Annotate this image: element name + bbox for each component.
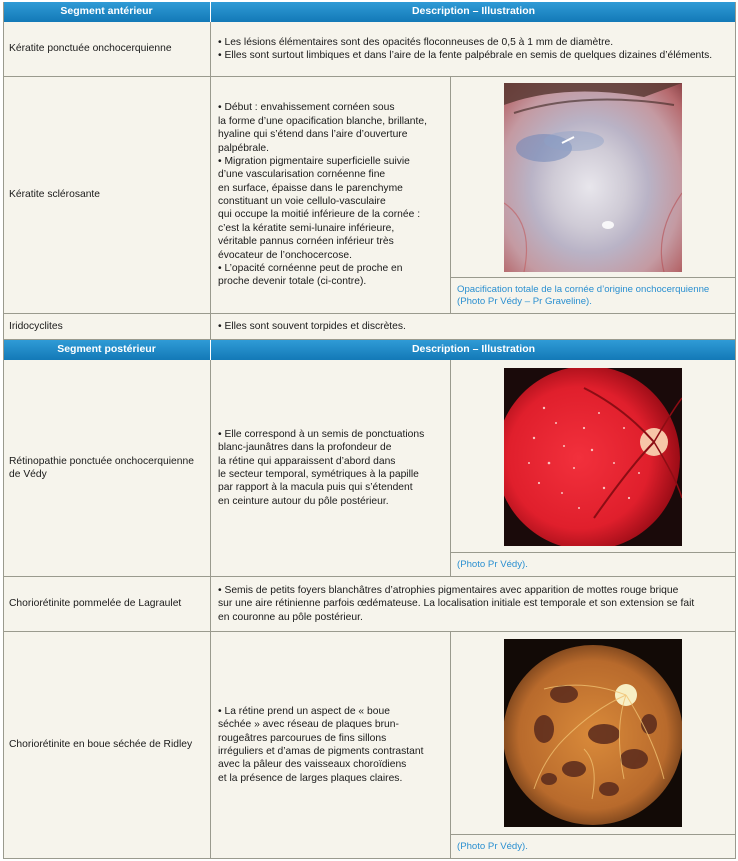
header-description-illustration: Description – Illustration bbox=[411, 5, 536, 18]
table-row bbox=[3, 632, 736, 859]
cornea-photo bbox=[504, 83, 682, 272]
table-right-border bbox=[735, 2, 736, 859]
table-header-anterior bbox=[3, 2, 736, 22]
table-row bbox=[3, 22, 736, 77]
row-description: • Début : envahissement cornéen sous la forme d’une opacification blanche, brillante, hyaline qui s’étend dans l’aire d’ouverture palpébrale. • Migration pigmentaire superficielle suivie d’une vascularisation cornéenne fine en surface, épaisse dans le parenchyme constituant un voie cellulo-vasculaire qui occupe la moitié inférieure de la cornée : c’est la kératite semi-lunaire inférieure, véritable pannus cornéen inférieur très évocateur de l’onchocercose. • L’opacité cornéenne peut de proche en proche devenir totale (ci-contre). bbox=[211, 77, 451, 313]
row-label: Kératite sclérosante bbox=[3, 77, 211, 313]
table-header-posterior bbox=[3, 340, 736, 360]
row-label: Choriorétinite en boue séchée de Ridley bbox=[3, 632, 211, 858]
table-row bbox=[3, 360, 736, 577]
image-caption: Opacification totale de la cornée d’origine onchocerquienne (Photo Pr Védy – Pr Graveline). bbox=[451, 277, 736, 313]
row-description: • Elles sont souvent torpides et discrètes. bbox=[218, 320, 406, 332]
table-row bbox=[3, 314, 736, 340]
row-illustration bbox=[451, 77, 736, 313]
image-caption: (Photo Pr Védy). bbox=[451, 552, 736, 576]
header-description-illustration: Description – Illustration bbox=[411, 343, 536, 356]
row-illustration bbox=[451, 360, 736, 576]
row-description: • La rétine prend un aspect de « boue séchée » avec réseau de plaques brun- rougeâtres parcourues de fins sillons irréguliers et d’amas de pigments contrastant avec la pâleur des vaisseaux choroïdiens et la présence de larges plaques claires. bbox=[211, 632, 451, 858]
row-description: • Elle correspond à un semis de ponctuations blanc-jaunâtres dans la profondeur de la rétine qui apparaissent d’abord dans le secteur temporal, symétriques à la papille par rapport à la macula puis qui s’étendent en ceinture autour du pôle postérieur. bbox=[211, 360, 451, 576]
row-description: • Les lésions élémentaires sont des opacités floconneuses de 0,5 à 1 mm de diamètre. • Elles sont surtout limbiques et dans l’aire de la fente palpébrale en semis de quelques dizaines d’éléments. bbox=[218, 36, 713, 61]
image-caption: (Photo Pr Védy). bbox=[451, 834, 736, 858]
row-label: Iridocyclites bbox=[3, 314, 211, 339]
row-description: • Semis de petits foyers blanchâtres d’atrophies pigmentaires avec apparition de mottes rouge brique sur une aire rétinienne parfois œdémateuse. La localisation initiale est temporale et son extension se fait en couronne au pôle postérieur. bbox=[218, 584, 695, 623]
header-segment-posterieur: Segment postérieur bbox=[3, 340, 211, 360]
row-label: Rétinopathie ponctuée onchocerquienne de Védy bbox=[3, 360, 211, 576]
row-label: Kératite ponctuée onchocerquienne bbox=[3, 22, 211, 76]
row-label: Choriorétinite pommelée de Lagraulet bbox=[3, 577, 211, 631]
row-illustration bbox=[451, 632, 736, 858]
table-row bbox=[3, 77, 736, 314]
fundus-cracked-photo bbox=[504, 639, 682, 827]
fundus-red-photo bbox=[504, 368, 682, 546]
table-left-border bbox=[3, 2, 4, 859]
header-segment-anterieur: Segment antérieur bbox=[3, 2, 211, 22]
table-row bbox=[3, 577, 736, 632]
